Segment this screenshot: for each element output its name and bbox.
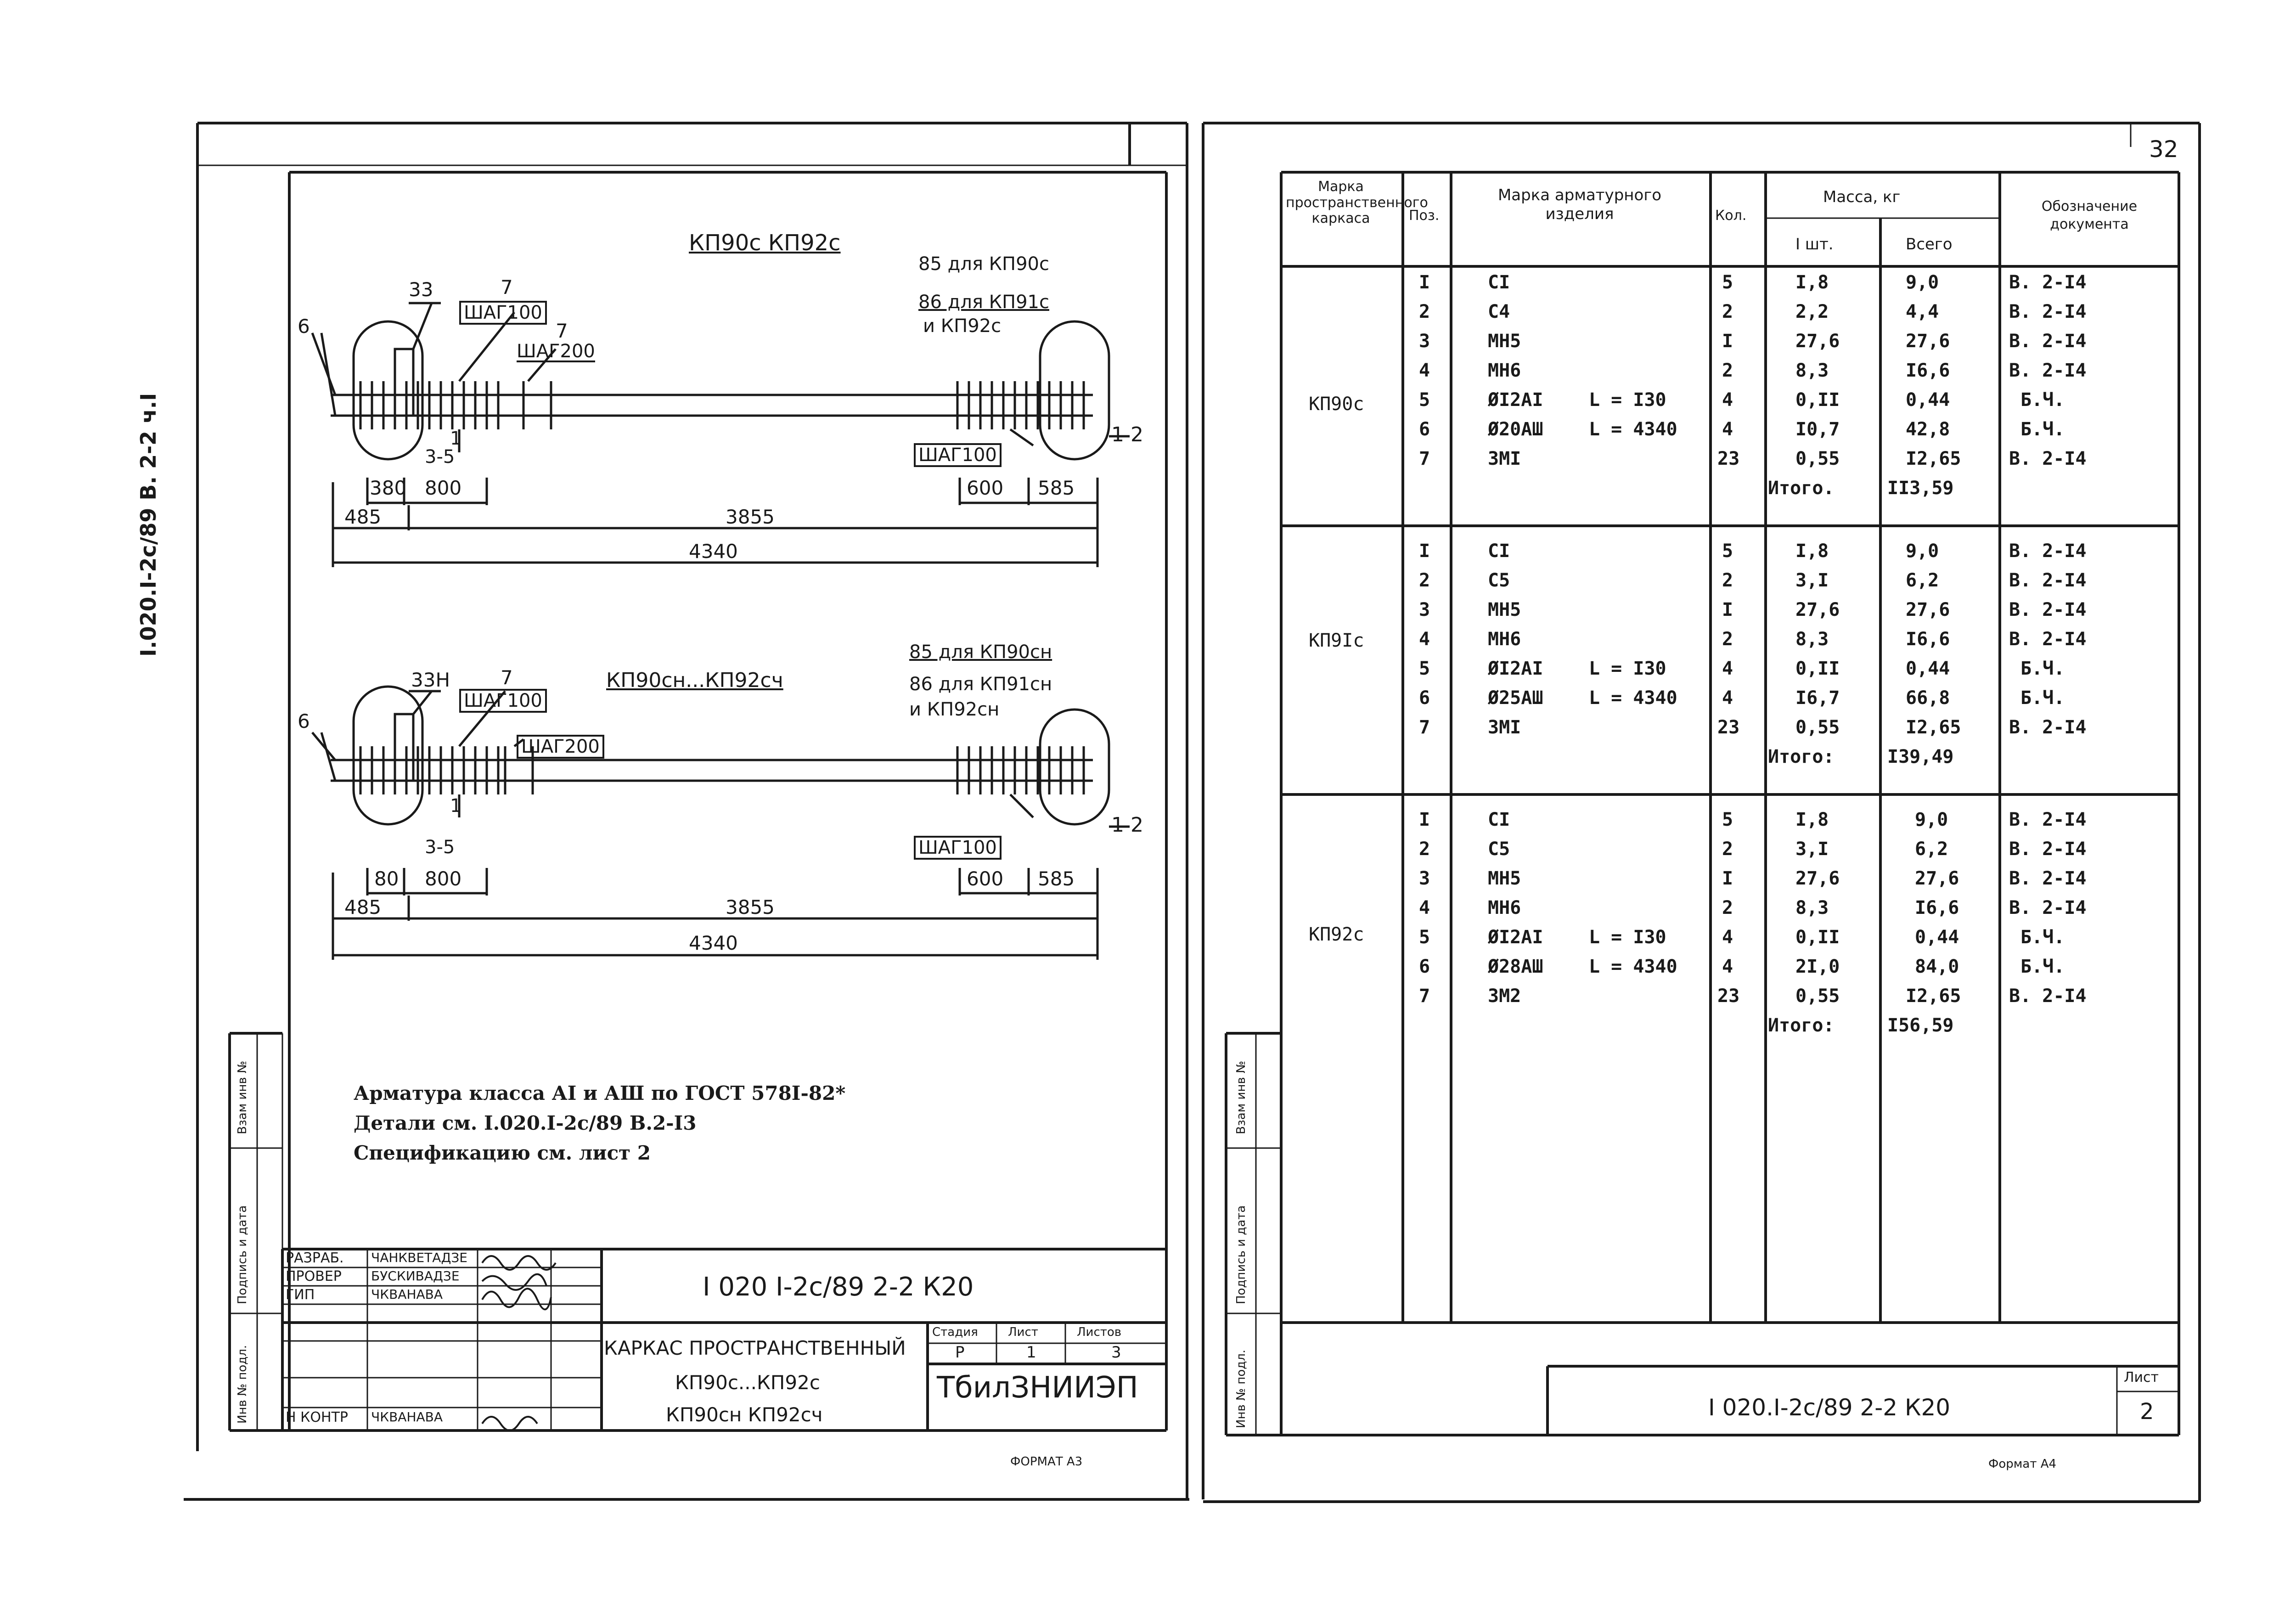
table-row: 2 C5 2 3,I 6,2 В. 2-I4 — [1419, 570, 2087, 591]
drawing2-note-86: 86 для КП91сн — [909, 674, 1052, 695]
dim-800b: 800 — [425, 867, 462, 890]
group-mark: КП9Iс — [1309, 630, 1364, 651]
drawing2-range: 3-5 — [425, 837, 455, 858]
right-doc-code: I 020.I-2с/89 2-2 К20 — [1708, 1394, 1951, 1421]
role-1: РАЗРАБ. — [286, 1250, 344, 1266]
table-row: Итого: I39,49 — [1768, 746, 1954, 767]
dim-485b: 485 — [344, 896, 382, 918]
name-5: ЧКВАНАВА — [371, 1409, 443, 1425]
drawing2-note-85: 85 для КП90сн — [909, 642, 1052, 663]
dim-800a: 800 — [425, 477, 462, 499]
h-mark-space: Марка пространственного каркаса — [1286, 179, 1428, 226]
table-row: 2 C4 2 2,2 4,4 В. 2-I4 — [1419, 301, 2087, 322]
drawing2-step100a: ШАГ100 — [459, 689, 547, 713]
note-line-2: Детали см. I.020.I-2с/89 В.2-I3 — [354, 1112, 697, 1134]
cage-drawing-2 — [312, 687, 1130, 960]
dim-600b: 600 — [967, 867, 1004, 890]
drawing1-range: 3-5 — [425, 446, 455, 467]
drawing1-pos-6: 6 — [298, 315, 310, 338]
dim-485a: 485 — [344, 506, 382, 528]
table-row: Итого. II3,59 — [1768, 478, 1954, 499]
drawing2-note-and: и КП92сн — [909, 699, 1000, 720]
table-row: I CI 5 I,8 9,0 В. 2-I4 — [1419, 272, 2087, 293]
drawing1-step200: ШАГ200 — [517, 341, 595, 362]
doc-code: I 020 I-2с/89 2-2 К20 — [703, 1272, 974, 1302]
table-row: 6 Ø25AШ L = 4340 4 I6,7 66,8 Б.Ч. — [1419, 687, 2065, 709]
drawing1-title: КП90с КП92с — [689, 230, 841, 256]
table-row: 5 ØI2AI L = I30 4 0,II 0,44 Б.Ч. — [1419, 927, 2065, 948]
table-row: 6 Ø28AШ L = 4340 4 2I,0 84,0 Б.Ч. — [1419, 956, 2065, 977]
note-line-3: Спецификацию см. лист 2 — [354, 1142, 651, 1164]
sheet-value: 1 — [1026, 1343, 1036, 1362]
table-row: 4 МН6 2 8,3 I6,6 В. 2-I4 — [1419, 360, 2087, 381]
table-row: 2 C5 2 3,I 6,2 В. 2-I4 — [1419, 839, 2087, 860]
drawing1-pos-7a: 7 — [501, 276, 513, 298]
drawing1-note-and: и КП92с — [923, 315, 1002, 337]
table-row: 7 ЗМI 23 0,55 I2,65 В. 2-I4 — [1419, 448, 2087, 469]
dim-600a: 600 — [967, 477, 1004, 499]
drawing2-step200: ШАГ200 — [517, 735, 604, 759]
h-qty: Кол. — [1715, 208, 1747, 224]
name-1: ЧАНКВЕТАДЗЕ — [371, 1250, 467, 1265]
dim-380: 380 — [370, 477, 407, 499]
stage-value: Р — [955, 1343, 965, 1362]
table-row: 4 МН6 2 8,3 I6,6 В. 2-I4 — [1419, 897, 2087, 918]
format-right: Формат А4 — [1988, 1457, 2057, 1471]
h-total: Всего — [1906, 235, 1953, 253]
group-mark: КП92с — [1309, 924, 1364, 945]
side-stamp-inv: Инв № подл. — [236, 1345, 249, 1424]
side-stamp-podpis: Подпись и дата — [236, 1205, 249, 1304]
right-sheet-number: 2 — [2140, 1399, 2154, 1425]
table-row: 7 ЗМI 23 0,55 I2,65 В. 2-I4 — [1419, 717, 2087, 738]
h-mass: Масса, кг — [1823, 188, 1901, 206]
side-stamp-vzam: Взам инв № — [236, 1061, 249, 1134]
role-5: Н КОНТР — [286, 1409, 348, 1425]
drawing1-note-85: 85 для КП90с — [918, 253, 1049, 275]
right-stamp-vzam: Взам инв № — [1234, 1061, 1248, 1134]
table-row: 3 МН5 I 27,6 27,6 В. 2-I4 — [1419, 868, 2087, 889]
table-row: Итого: I56,59 — [1768, 1015, 1954, 1036]
h-mark-item: Марка арматурного изделия — [1497, 186, 1662, 223]
dim-3855a: 3855 — [726, 506, 775, 528]
dim-585b: 585 — [1038, 867, 1075, 890]
right-sheet-label: Лист — [2124, 1369, 2159, 1385]
drawing2-pos-33n: 33Н — [411, 669, 450, 691]
h-pos: Поз. — [1409, 208, 1440, 224]
table-row: 3 МН5 I 27,6 27,6 В. 2-I4 — [1419, 331, 2087, 352]
drawing1-pos-1-2: 1 2 — [1111, 423, 1143, 446]
drawing1-pos-7b: 7 — [556, 320, 568, 342]
name-3: ЧКВАНАВА — [371, 1287, 443, 1302]
object-line-2: КП90с...КП92с — [675, 1371, 820, 1394]
drawing2-title: КП90сн...КП92сч — [606, 669, 783, 692]
role-3: ГИП — [286, 1287, 315, 1303]
table-row: 7 ЗМ2 23 0,55 I2,65 В. 2-I4 — [1419, 986, 2087, 1007]
drawing1-pos-33: 33 — [409, 278, 433, 301]
drawing2-step100b: ШАГ100 — [914, 836, 1002, 860]
table-row: 4 МН6 2 8,3 I6,6 В. 2-I4 — [1419, 629, 2087, 650]
sheets-value: 3 — [1111, 1343, 1121, 1362]
dim-80: 80 — [374, 867, 399, 890]
right-stamp-inv: Инв № подл. — [1234, 1349, 1248, 1428]
table-row: 5 ØI2AI L = I30 4 0,II 0,44 Б.Ч. — [1419, 658, 2065, 679]
object-line-1: КАРКАС ПРОСТРАНСТВЕННЫЙ — [604, 1337, 906, 1359]
name-2: БУСКИВАДЗЕ — [371, 1268, 460, 1284]
drawing1-pos-1: 1 — [450, 428, 462, 449]
table-row: I CI 5 I,8 9,0 В. 2-I4 — [1419, 541, 2087, 562]
org-name: ТбилЗНИИЭП — [937, 1371, 1138, 1405]
drawing2-pos-1: 1 — [450, 795, 462, 817]
format-left: ФОРМАТ А3 — [1010, 1455, 1083, 1469]
h-doc: Обозначение документа — [2041, 198, 2138, 232]
table-row: I CI 5 I,8 9,0 В. 2-I4 — [1419, 809, 2087, 830]
drawing1-step100a: ШАГ100 — [459, 301, 547, 325]
note-line-1: Арматура класса АI и АШ по ГОСТ 578I-82* — [354, 1082, 846, 1104]
cage-drawing-1 — [312, 303, 1130, 567]
dim-3855b: 3855 — [726, 896, 775, 918]
object-line-3: КП90сн КП92сч — [666, 1403, 823, 1426]
drawing2-pos-6: 6 — [298, 710, 310, 732]
drawing2-pos-7a: 7 — [501, 666, 513, 689]
h-one: I шт. — [1795, 235, 1834, 253]
dim-4340a: 4340 — [689, 540, 738, 563]
h-stage: Стадия — [932, 1325, 978, 1339]
h-sheet: Лист — [1008, 1325, 1038, 1339]
dim-585a: 585 — [1038, 477, 1075, 499]
table-row: 6 Ø20AШ L = 4340 4 I0,7 42,8 Б.Ч. — [1419, 419, 2065, 440]
right-stamp-podpis: Подпись и дата — [1234, 1205, 1248, 1304]
h-sheets: Листов — [1077, 1325, 1122, 1339]
table-row: 5 ØI2AI L = I30 4 0,II 0,44 Б.Ч. — [1419, 389, 2065, 411]
table-row: 3 МН5 I 27,6 27,6 В. 2-I4 — [1419, 599, 2087, 620]
group-mark: КП90с — [1309, 394, 1364, 415]
side-code: I.020.I-2c/89 В. 2-2 ч.I — [136, 393, 161, 657]
page-number: 32 — [2149, 136, 2178, 163]
role-2: ПРОВЕР — [286, 1268, 342, 1284]
dim-4340b: 4340 — [689, 932, 738, 954]
drawing2-pos-1-2: 1 2 — [1111, 813, 1143, 837]
drawing1-step100b: ШАГ100 — [914, 443, 1002, 467]
drawing1-note-86: 86 для КП91с — [918, 292, 1049, 313]
